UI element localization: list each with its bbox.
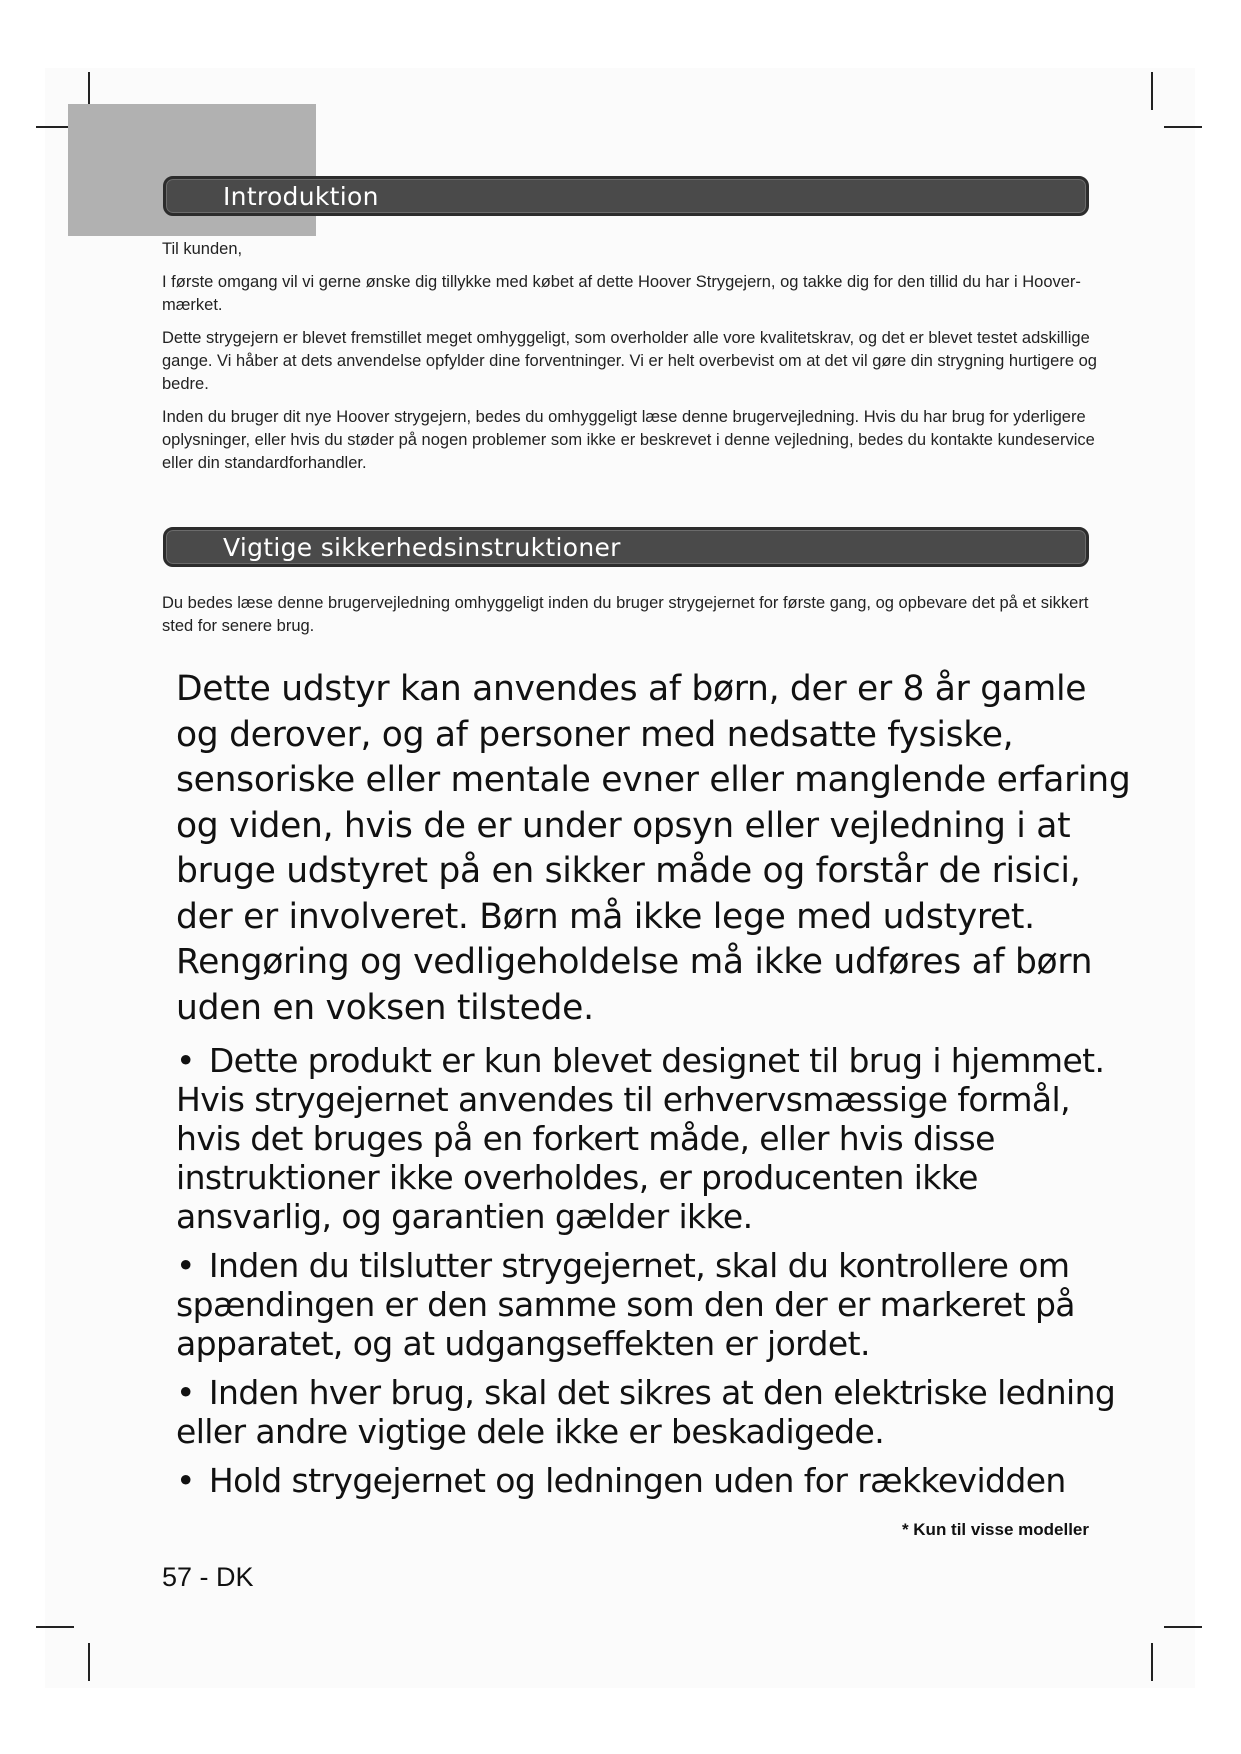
bullet-text: Inden hver brug, skal det sikres at den elektriske ledning eller andre vigtige dele ikke er beskadigede. bbox=[176, 1373, 1116, 1451]
safety-intro bbox=[162, 592, 1102, 648]
bullet-marker: • bbox=[176, 1246, 195, 1285]
salutation: Til kunden, bbox=[162, 240, 243, 258]
safety-bullet bbox=[176, 1246, 1136, 1363]
footnote: * Kun til visse modeller bbox=[901, 1520, 1089, 1539]
bullet-marker: • bbox=[176, 1461, 195, 1500]
bullet-marker: • bbox=[176, 1041, 195, 1080]
crop-mark bbox=[36, 1626, 74, 1628]
bullet-text: Inden du tilslutter strygejernet, skal du kontrollere om spændingen er den samme som den der er markeret på apparatet, og at udgangseffekten er jordet. bbox=[176, 1246, 1075, 1363]
bullet-marker: • bbox=[176, 1373, 195, 1412]
corner-gray-block bbox=[68, 104, 316, 236]
intro-paragraph: I første omgang vil vi gerne ønske dig tillykke med købet af dette Hoover Strygejern, og takke dig for den tillid du har i Hoover-mærket. bbox=[162, 273, 1081, 314]
bullet-text: Hold strygejernet og ledningen uden for rækkevidden bbox=[208, 1461, 1066, 1500]
page-number: 57 - DK bbox=[162, 1562, 254, 1592]
crop-mark bbox=[1151, 72, 1153, 110]
safety-bullet bbox=[176, 1373, 1136, 1451]
crop-mark bbox=[1164, 126, 1202, 128]
safety-intro-paragraph: Du bedes læse denne brugervejledning omhyggeligt inden du bruger strygejernet for første gang, og opbevare det på et sikkert sted for senere brug. bbox=[162, 594, 1089, 635]
section-title: Introduktion bbox=[223, 182, 379, 211]
bullet-text: Dette produkt er kun blevet designet til brug i hjemmet. Hvis strygejernet anvendes til erhvervsmæssige formål, hvis det bruges på en forkert måde, eller hvis disse instruktioner ikke overholdes, er producenten ikke ansvarlig, og garantien gælder ikke. bbox=[176, 1041, 1105, 1236]
safety-warning: Dette udstyr kan anvendes af børn, der er 8 år gamle og derover, og af personer med nedsatte fysiske, sensoriske eller mentale evner eller manglende erfaring og viden, hvis de er under opsyn eller vejledning i at bruge udstyret på en sikker måde og forstår de risici, der er involveret. Børn må ikke lege med udstyret. Rengøring og vedligeholdelse må ikke udføres af børn uden en voksen tilstede. bbox=[176, 669, 1131, 1028]
safety-instructions bbox=[176, 667, 1136, 1500]
crop-mark bbox=[88, 1643, 90, 1681]
intro-paragraph: Dette strygejern er blevet fremstillet meget omhyggeligt, som overholder alle vore kvalitetskrav, og det er blevet testet adskillige gange. Vi håber at dets anvendelse opfylder dine forventninger. Vi er helt overbevist om at det vil gøre din strygning hurtigere og bedre. bbox=[162, 329, 1097, 393]
crop-mark bbox=[1151, 1643, 1153, 1681]
section-title: Vigtige sikkerhedsinstruktioner bbox=[223, 533, 621, 562]
section-header-safety bbox=[163, 527, 1089, 567]
intro-paragraph: Inden du bruger dit nye Hoover strygejern, bedes du omhyggeligt læse denne brugervejledning. Hvis du har brug for yderligere oplysninger, eller hvis du støder på nogen problemer som ikke er beskrevet i denne vejledning, bedes du kontakte kundeservice eller din standardforhandler. bbox=[162, 408, 1095, 472]
safety-bullet bbox=[176, 1041, 1136, 1236]
introduction-text bbox=[162, 238, 1102, 485]
section-header-introduction bbox=[163, 176, 1089, 216]
crop-mark bbox=[1164, 1626, 1202, 1628]
safety-bullet bbox=[176, 1461, 1136, 1500]
